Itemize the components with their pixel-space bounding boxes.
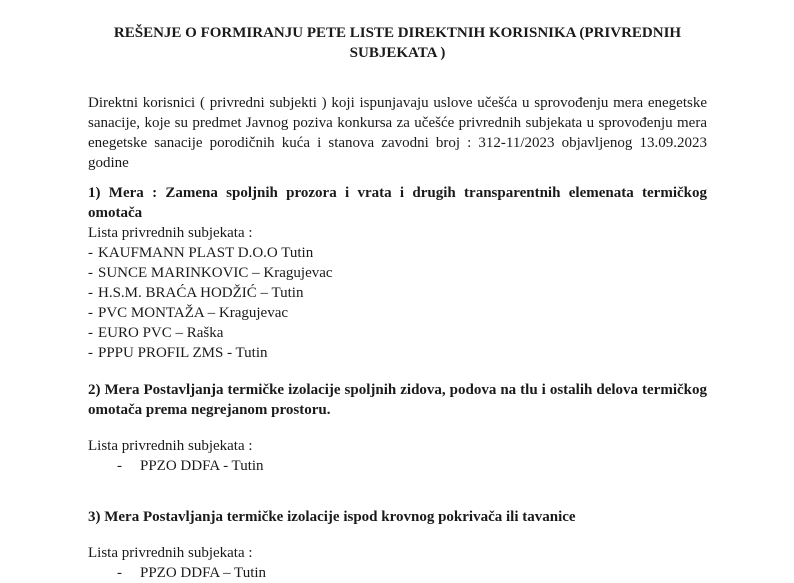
section-1: [88, 183, 707, 363]
list-item-text: PPZO DDFA – Tutin: [140, 565, 267, 581]
section-2-list-label: Lista privrednih subjekata :: [88, 438, 253, 454]
section-1-list-label: Lista privrednih subjekata :: [88, 225, 253, 241]
section-2-list: [88, 456, 707, 476]
list-item: [88, 243, 707, 263]
dash-bullet: -: [88, 325, 93, 341]
dash-bullet: -: [88, 285, 93, 301]
list-item: [88, 323, 707, 343]
list-item: [88, 263, 707, 283]
dash-bullet: -: [88, 305, 93, 321]
section-1-list: [88, 243, 707, 363]
document-title: REŠENJE O FORMIRANJU PETE LISTE DIREKTNIH KORISNIKA (PRIVREDNIH SUBJEKATA ): [113, 25, 682, 61]
section-3: [88, 507, 707, 583]
list-item: [88, 343, 707, 363]
list-item: [88, 303, 707, 323]
list-item-text: KAUFMANN PLAST D.O.O Tutin: [98, 245, 314, 261]
section-3-list: [88, 563, 707, 583]
dash-bullet: -: [88, 245, 93, 261]
list-item-text: PPZO DDFA - Tutin: [140, 458, 264, 474]
section-2-heading: 2) Mera Postavljanja termičke izolacije spoljnih zidova, podova na tlu i ostalih delova termičkog omotača prema negrejanom prostoru.: [88, 382, 707, 418]
section-1-heading: 1) Mera : Zamena spoljnih prozora i vrata i drugih transparentnih elemenata termičkog omotača: [88, 185, 707, 221]
dash-bullet: -: [117, 458, 122, 474]
dash-bullet: -: [117, 565, 122, 581]
list-item-text: EURO PVC – Raška: [98, 325, 224, 341]
list-item: [88, 563, 707, 583]
intro-paragraph: Direktni korisnici ( privredni subjekti ) koji ispunjavaju uslove učešća u sprovođenju mera enegetske sanacije, koje su predmet Javnog poziva konkursa za učešće privrednih subjekata u sprovođenju mera enegetske sanacije porodičnih kuća i stanova zavodni broj : 312-11/2023 objavljenog 13.09.2023 godine: [88, 95, 707, 171]
section-3-heading: 3) Mera Postavljanja termičke izolacije ispod krovnog pokrivača ili tavanice: [88, 509, 576, 525]
list-item-text: PPPU PROFIL ZMS - Tutin: [98, 345, 268, 361]
list-item-text: PVC MONTAŽA – Kragujevac: [98, 305, 289, 321]
list-item: [88, 283, 707, 303]
list-item-text: SUNCE MARINKOVIC – Kragujevac: [98, 265, 333, 281]
list-item: [88, 456, 707, 476]
list-item-text: H.S.M. BRAĆA HODŽIĆ – Tutin: [98, 285, 304, 301]
section-3-list-label: Lista privrednih subjekata :: [88, 545, 253, 561]
section-2: [88, 380, 707, 476]
dash-bullet: -: [88, 265, 93, 281]
dash-bullet: -: [88, 345, 93, 361]
